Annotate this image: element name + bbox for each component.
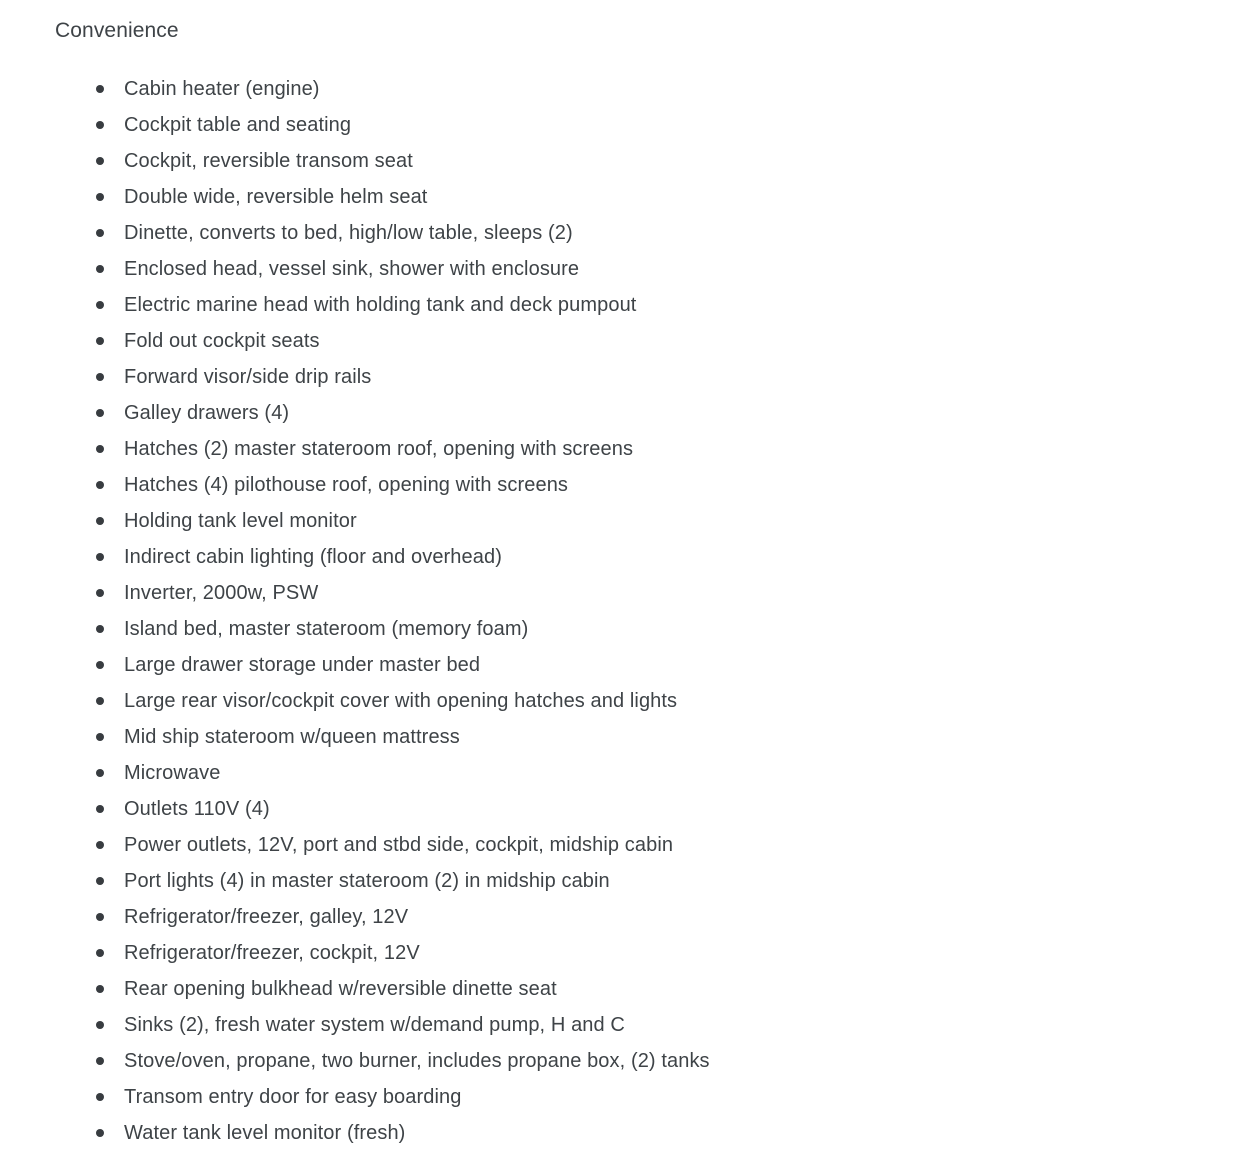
list-item: Rear opening bulkhead w/reversible dinette seat — [124, 971, 1236, 1007]
features-list — [0, 71, 1236, 1151]
list-item: Port lights (4) in master stateroom (2) in midship cabin — [124, 863, 1236, 899]
list-item: Cockpit, reversible transom seat — [124, 143, 1236, 179]
list-item: Cabin heater (engine) — [124, 71, 1236, 107]
list-item: Enclosed head, vessel sink, shower with enclosure — [124, 251, 1236, 287]
list-item: Dinette, converts to bed, high/low table, sleeps (2) — [124, 215, 1236, 251]
list-item: Stove/oven, propane, two burner, includes propane box, (2) tanks — [124, 1043, 1236, 1079]
list-item: Power outlets, 12V, port and stbd side, cockpit, midship cabin — [124, 827, 1236, 863]
list-item: Cockpit table and seating — [124, 107, 1236, 143]
list-item: Large drawer storage under master bed — [124, 647, 1236, 683]
list-item: Mid ship stateroom w/queen mattress — [124, 719, 1236, 755]
list-item: Transom entry door for easy boarding — [124, 1079, 1236, 1115]
list-item: Forward visor/side drip rails — [124, 359, 1236, 395]
list-item: Holding tank level monitor — [124, 503, 1236, 539]
list-item: Fold out cockpit seats — [124, 323, 1236, 359]
list-item: Inverter, 2000w, PSW — [124, 575, 1236, 611]
list-item: Refrigerator/freezer, galley, 12V — [124, 899, 1236, 935]
list-item: Galley drawers (4) — [124, 395, 1236, 431]
list-item: Large rear visor/cockpit cover with opening hatches and lights — [124, 683, 1236, 719]
page-title: Convenience — [55, 19, 179, 42]
list-item: Island bed, master stateroom (memory foam) — [124, 611, 1236, 647]
list-item: Outlets 110V (4) — [124, 791, 1236, 827]
list-item: Water tank level monitor (fresh) — [124, 1115, 1236, 1151]
list-item: Indirect cabin lighting (floor and overhead) — [124, 539, 1236, 575]
list-item: Sinks (2), fresh water system w/demand pump, H and C — [124, 1007, 1236, 1043]
list-item: Hatches (2) master stateroom roof, opening with screens — [124, 431, 1236, 467]
list-item: Refrigerator/freezer, cockpit, 12V — [124, 935, 1236, 971]
list-item: Electric marine head with holding tank and deck pumpout — [124, 287, 1236, 323]
list-item: Hatches (4) pilothouse roof, opening with screens — [124, 467, 1236, 503]
list-item: Double wide, reversible helm seat — [124, 179, 1236, 215]
list-item: Microwave — [124, 755, 1236, 791]
